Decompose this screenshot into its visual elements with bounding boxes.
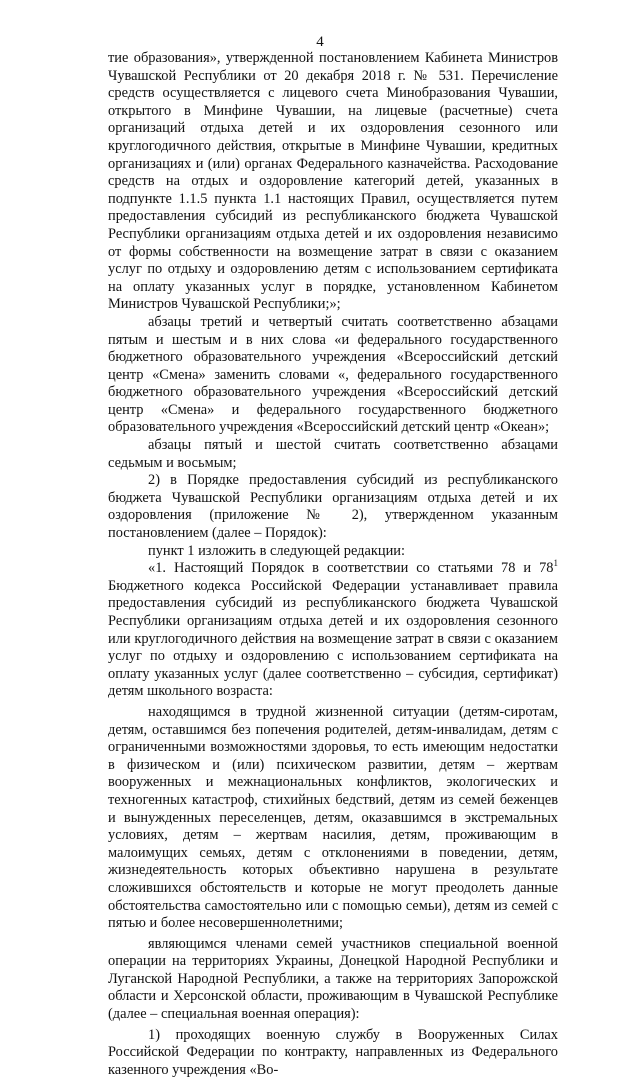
page-number: 4 [316,34,324,50]
paragraph-chleny-semey-svo: являющимся членами семей участников специальной военной операции на территориях Украины, Донецкой Народной Республики и Луганской Народной Республики, а также на территориях Запорожской области и Херсонской области, проживающим в Чувашской Республике (далее – специальная военная операция): [108,935,558,1023]
paragraph-subitem-1: 1) проходящих военную службу в Вооруженных Силах Российской Федерации по контракту, направленных из Федерального казенного учреждения «Во- [108,1026,558,1078]
superscript-article-number: 1 [553,558,558,569]
paragraph-abzacy-tretiy: абзацы третий и четвертый считать соответственно абзацами пятым и шестым и в них слова «и федерального государственного бюджетного образовательного учреждения «Всероссийский детский центр «Смена» заменить словами «, федерального государственного бюджетного образовательного учреждения «Всероссийский детский центр «Смена» и федерального государственного бюджетного образовательного учреждения «Всероссийский детский центр «Океан»; [108,313,558,436]
document-body [108,50,558,1079]
paragraph-abzacy-pyatyy: абзацы пятый и шестой считать соответственно абзацами седьмым и восьмым; [108,437,558,471]
paragraph-punkt-1-before: «1. Настоящий Порядок в соответствии со статьями 78 и 78 [148,560,554,577]
paragraph-continuation: тие образования», утвержденной постановлением Кабинета Министров Чувашской Республики от 20 декабря 2018 г. № 531. Перечисление средств осуществляется с лицевого счета Минобразования Чувашии, открытого в Минфине Чувашии, на лицевые (расчетные) счета организаций отдыха детей и их оздоровления сезонного или круглогодичного действия, открытые в Минфине Чувашии, кредитных организациях и (или) органах Федерального казначейства. Расходование средств на отдых и оздоровление категорий детей, указанных в подпункте 1.1.5 пункта 1.1 настоящих Правил, осуществляется путем предоставления субсидий из республиканского бюджета Чувашской Республики организациям отдыха детей и их оздоровления независимо от формы собственности на возмещение затрат в связи с оказанием услуг по отдыху и оздоровлению детям с использованием сертификата на оплату указанных услуг в порядке, установленном Кабинетом Министров Чувашской Республики;»; [108,50,558,313]
paragraph-trudnaya-situaciya: находящимся в трудной жизненной ситуации (детям-сиротам, детям, оставшимся без попечения родителей, детям-инвалидам, детям с ограниченными возможностями здоровья, то есть имеющим недостатки в физическом и (или) психическом развитии, детям – жертвам вооруженных и межнациональных конфликтов, экологических и техногенных катастроф, стихийных бедствий, детям из семей беженцев и вынужденных переселенцев, детям, оказавшимся в экстремальных условиях, детям – жертвам насилия, детям, проживающим в малоимущих семьях, детям с отклонениями в поведении, детям, жизнедеятельность которых объективно нарушена в результате сложившихся обстоятельств и которые не могут преодолеть данные обстоятельства самостоятельно или с помощью семьи), детям из семей с пятью и более несовершеннолетними; [108,703,558,932]
paragraph-punkt-1-after: Бюджетного кодекса Российской Федерации устанавливает правила предоставления субсидий из республиканского бюджета Чувашской Республики организациям отдыха детей и их оздоровления сезонного или круглогодичного действия на возмещение затрат в связи с оказанием услуг по отдыху и оздоровлению с использованием сертификата на оплату указанных услуг (далее соответственно – субсидия, сертификат) детям школьного возраста: [108,577,558,700]
paragraph-punkt-1-text [108,560,558,701]
paragraph-punkt-1-redakciya: пункт 1 изложить в следующей редакции: [148,542,405,559]
paragraph-item-2-poryadok: 2) в Порядке предоставления субсидий из республиканского бюджета Чувашской Республики организациям отдыха детей и их оздоровления (приложение № 2), утвержденном указанным постановлением (далее – Порядок): [108,472,558,542]
